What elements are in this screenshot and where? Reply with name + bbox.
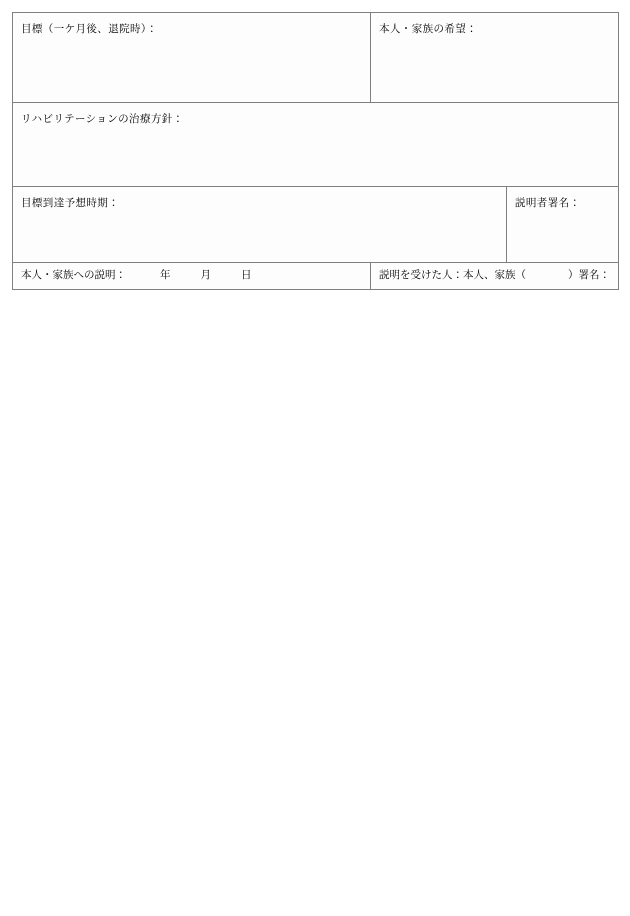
form-sheet bbox=[12, 12, 618, 290]
label-patient-family-wish: 本人・家族の希望： bbox=[379, 24, 478, 35]
label-goal-expected-achievement-time: 目標到達予想時期： bbox=[21, 198, 120, 209]
cell-goal-expected-achievement-time[interactable] bbox=[13, 187, 507, 263]
label-explanation-receiver-prefix: 説明を受けた人：本人、家族（ bbox=[379, 270, 526, 281]
cell-goal-one-month-discharge[interactable] bbox=[13, 13, 371, 103]
table-row-policy bbox=[13, 103, 619, 187]
table-row-target-time bbox=[13, 187, 619, 263]
table-row-goals bbox=[13, 13, 619, 103]
label-explainer-signature: 説明者署名： bbox=[515, 198, 581, 209]
label-year: 年 bbox=[160, 270, 171, 281]
label-goal-one-month-discharge: 目標（一ケ月後、退院時）： bbox=[21, 24, 158, 35]
label-day: 日 bbox=[241, 270, 252, 281]
label-explanation-to-patient-family: 本人・家族への説明： bbox=[21, 270, 126, 281]
label-rehabilitation-treatment-policy: リハビリテーションの治療方針： bbox=[21, 114, 184, 125]
table-row-consent bbox=[13, 263, 619, 290]
rehabilitation-plan-table bbox=[12, 12, 619, 290]
cell-explanation-receiver[interactable] bbox=[371, 263, 619, 290]
cell-rehabilitation-treatment-policy[interactable] bbox=[13, 103, 619, 187]
label-explanation-receiver-suffix: ）署名： bbox=[568, 270, 611, 281]
label-month: 月 bbox=[200, 270, 211, 281]
cell-explainer-signature[interactable] bbox=[507, 187, 619, 263]
cell-patient-family-wish[interactable] bbox=[371, 13, 619, 103]
cell-explanation-to-patient-family[interactable] bbox=[13, 263, 371, 290]
